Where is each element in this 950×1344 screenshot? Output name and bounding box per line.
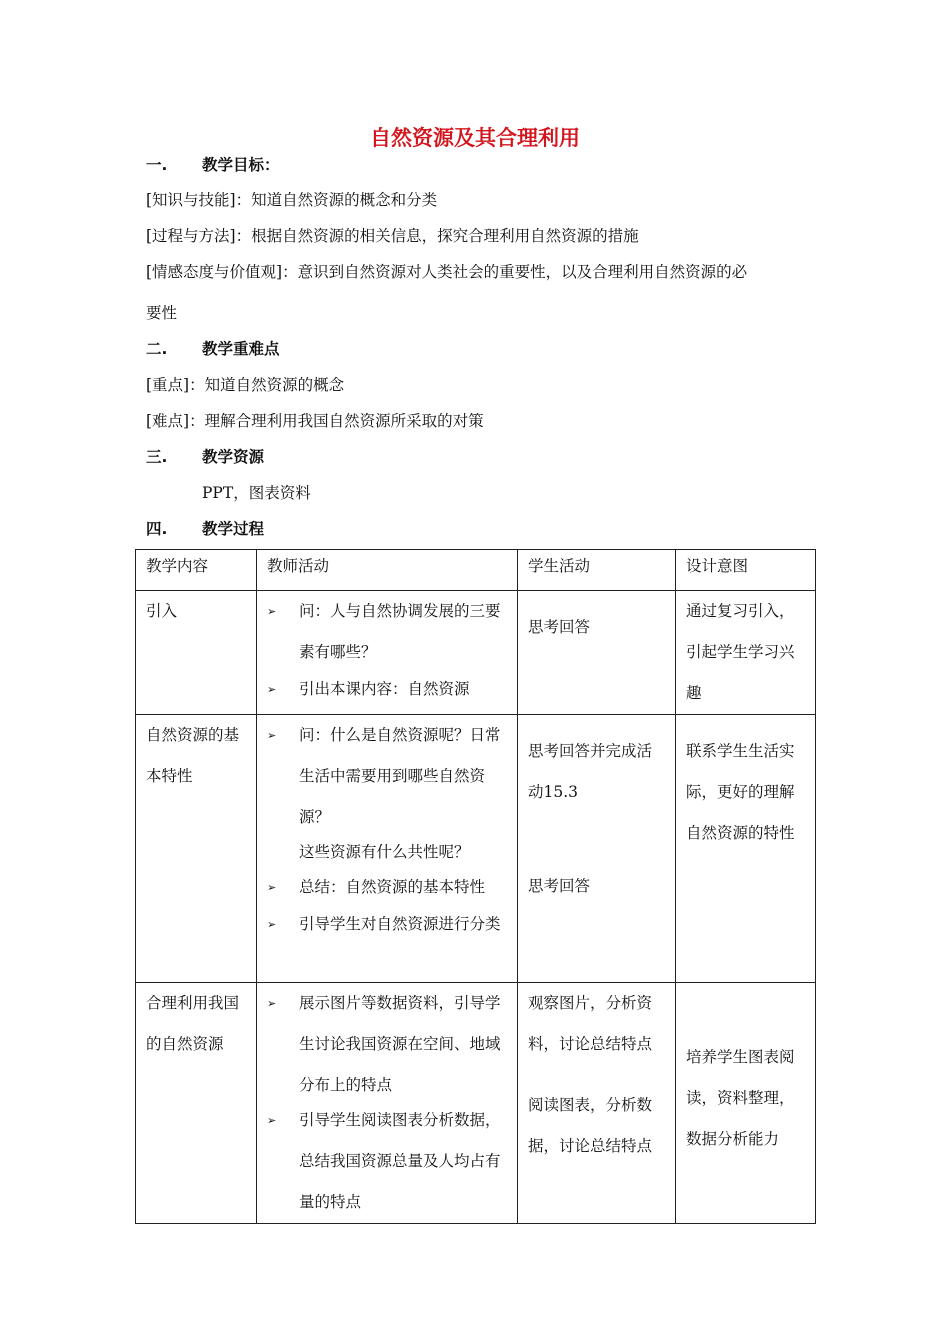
content-text: 合理利用我国的自然资源 bbox=[146, 994, 240, 1053]
list-item bbox=[267, 715, 507, 838]
arrow-bullet-icon: ➢ bbox=[267, 1114, 277, 1127]
intent-cell bbox=[676, 715, 816, 983]
table-row bbox=[136, 715, 816, 983]
content-cell bbox=[136, 983, 257, 1224]
arrow-bullet-icon: ➢ bbox=[267, 683, 277, 696]
header-cell: 教师活动 bbox=[257, 550, 518, 591]
student-activity: 思考回答 bbox=[528, 618, 591, 636]
teacher-activity: 这些资源有什么共性呢？ bbox=[299, 843, 470, 861]
resources-text: PPT，图表资料 bbox=[202, 484, 311, 502]
content-text: 引入 bbox=[146, 602, 178, 620]
table-row bbox=[136, 591, 816, 715]
teacher-cell bbox=[257, 715, 518, 983]
intent-cell bbox=[676, 591, 816, 715]
teacher-activity: 问：人与自然协调发展的三要素有哪些？ bbox=[299, 602, 501, 661]
teacher-activity: 引导学生阅读图表分析数据，总结我国资源总量及人均占有量的特点 bbox=[299, 1111, 501, 1211]
section-number: 四. bbox=[146, 520, 168, 538]
student-cell bbox=[518, 715, 676, 983]
teacher-cell bbox=[257, 591, 518, 715]
content-cell bbox=[136, 591, 257, 715]
list-item bbox=[267, 669, 507, 710]
document-title: 自然资源及其合理利用 bbox=[370, 126, 580, 150]
arrow-bullet-icon: ➢ bbox=[267, 605, 277, 618]
teaching-process-table bbox=[135, 549, 816, 1224]
teacher-activity: 引导学生对自然资源进行分类 bbox=[299, 915, 501, 933]
student-activity: 阅读图表，分析数据，讨论总结特点 bbox=[528, 1096, 653, 1155]
content-text: 自然资源的基本特性 bbox=[146, 726, 240, 785]
arrow-bullet-icon: ➢ bbox=[267, 729, 277, 742]
objective-emotion-line1: [情感态度与价值观]：意识到自然资源对人类社会的重要性，以及合理利用自然资源的必 bbox=[146, 263, 748, 281]
student-activity: 观察图片，分析资料，讨论总结特点 bbox=[528, 994, 653, 1053]
arrow-bullet-icon: ➢ bbox=[267, 997, 277, 1010]
header-cell: 学生活动 bbox=[518, 550, 676, 591]
intent-cell bbox=[676, 983, 816, 1224]
list-item bbox=[267, 867, 507, 908]
teacher-cell bbox=[257, 983, 518, 1224]
table-header-row bbox=[136, 550, 816, 591]
teacher-activity: 引出本课内容：自然资源 bbox=[299, 680, 470, 698]
section-number: 二. bbox=[146, 340, 168, 358]
section-heading: 教学资源 bbox=[202, 448, 265, 466]
objective-process: [过程与方法]：根据自然资源的相关信息，探究合理利用自然资源的措施 bbox=[146, 227, 639, 245]
section-number: 三. bbox=[146, 448, 168, 466]
header-cell: 教学内容 bbox=[136, 550, 257, 591]
design-intent: 通过复习引入，引起学生学习兴趣 bbox=[686, 602, 795, 702]
arrow-bullet-icon: ➢ bbox=[267, 918, 277, 931]
section-heading: 教学目标： bbox=[202, 156, 280, 174]
list-item bbox=[267, 904, 507, 945]
list-item bbox=[267, 983, 507, 1106]
key-point-difficulty: [难点]：理解合理利用我国自然资源所采取的对策 bbox=[146, 412, 484, 430]
key-point-focus: [重点]：知道自然资源的概念 bbox=[146, 376, 345, 394]
header-cell: 设计意图 bbox=[676, 550, 816, 591]
teacher-activity: 问：什么是自然资源呢？日常生活中需要用到哪些自然资源？ bbox=[299, 726, 501, 826]
objective-knowledge: [知识与技能]：知道自然资源的概念和分类 bbox=[146, 191, 438, 209]
design-intent: 培养学生图表阅读，资料整理，数据分析能力 bbox=[686, 1048, 795, 1148]
content-cell bbox=[136, 715, 257, 983]
list-item bbox=[267, 1100, 507, 1223]
objective-emotion-line2: 要性 bbox=[146, 304, 178, 322]
table-row bbox=[136, 983, 816, 1224]
section-heading: 教学重难点 bbox=[202, 340, 280, 358]
teacher-activity: 总结：自然资源的基本特性 bbox=[299, 878, 486, 896]
section-number: 一. bbox=[146, 156, 168, 174]
student-cell bbox=[518, 983, 676, 1224]
section-heading: 教学过程 bbox=[202, 520, 265, 538]
list-item bbox=[267, 591, 507, 673]
teacher-activity: 展示图片等数据资料，引导学生讨论我国资源在空间、地域分布上的特点 bbox=[299, 994, 501, 1094]
design-intent: 联系学生生活实际，更好的理解自然资源的特性 bbox=[686, 742, 795, 842]
arrow-bullet-icon: ➢ bbox=[267, 881, 277, 894]
student-activity: 思考回答 bbox=[528, 877, 591, 895]
student-activity: 思考回答并完成活动15.3 bbox=[528, 742, 653, 801]
student-cell bbox=[518, 591, 676, 715]
